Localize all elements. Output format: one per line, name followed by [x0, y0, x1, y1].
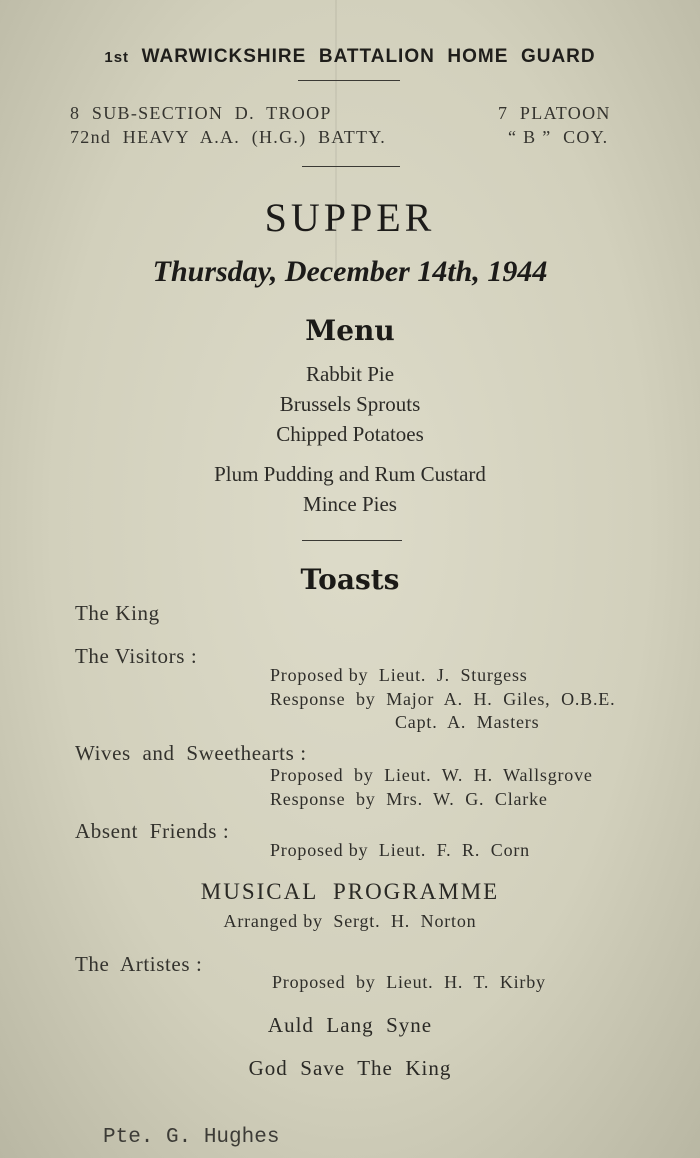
artistes-proposed: Proposed by Lieut. H. T. Kirby	[272, 972, 546, 992]
menu-item: Chipped Potatoes	[276, 422, 424, 446]
toast-wives: Wives and Sweethearts :	[75, 741, 307, 765]
toast-artistes: The Artistes :	[75, 952, 203, 976]
visitors-response-2: Capt. A. Masters	[395, 712, 540, 732]
battalion-prefix: 1st	[104, 49, 130, 66]
unit-right-line-2: “ B ” COY.	[508, 127, 609, 147]
visitors-response: Response by Major A. H. Giles, O.B.E.	[270, 689, 616, 709]
header-rule-top	[298, 80, 400, 81]
event-title: SUPPER	[264, 195, 436, 240]
battalion-header	[0, 46, 700, 68]
toast-king: The King	[75, 601, 160, 625]
event-date: Thursday, December 14th, 1944	[152, 255, 548, 288]
closing-god-save-the-king: God Save The King	[248, 1056, 452, 1080]
menu-item: Mince Pies	[303, 492, 397, 516]
absent-proposed: Proposed by Lieut. F. R. Corn	[270, 840, 530, 860]
header-rule-bottom	[302, 166, 400, 167]
closing-auld-lang-syne: Auld Lang Syne	[267, 1013, 433, 1037]
unit-right-line-1: 7 PLATOON	[498, 103, 611, 123]
owner-typed-name: Pte. G. Hughes	[103, 1126, 280, 1149]
menu-item: Plum Pudding and Rum Custard	[214, 462, 486, 486]
musical-programme-title: MUSICAL PROGRAMME	[200, 879, 500, 904]
toast-visitors: The Visitors :	[75, 644, 198, 668]
menu-divider	[302, 540, 402, 541]
wives-proposed: Proposed by Lieut. W. H. Wallsgrove	[270, 765, 593, 785]
unit-left-line-1: 8 SUB-SECTION D. TROOP	[70, 103, 332, 123]
musical-arranged-by: Arranged by Sergt. H. Norton	[223, 911, 477, 931]
menu-item: Rabbit Pie	[305, 362, 395, 386]
visitors-proposed: Proposed by Lieut. J. Sturgess	[270, 665, 528, 685]
menu-heading: Menu	[305, 314, 395, 347]
menu-item: Brussels Sprouts	[279, 392, 421, 416]
toast-absent-friends: Absent Friends :	[75, 819, 230, 843]
wives-response: Response by Mrs. W. G. Clarke	[270, 789, 548, 809]
unit-left-line-2: 72nd HEAVY A.A. (H.G.) BATTY.	[70, 127, 387, 147]
toasts-heading: Toasts	[300, 563, 400, 596]
battalion-name: WARWICKSHIRE BATTALION HOME GUARD	[141, 46, 596, 67]
